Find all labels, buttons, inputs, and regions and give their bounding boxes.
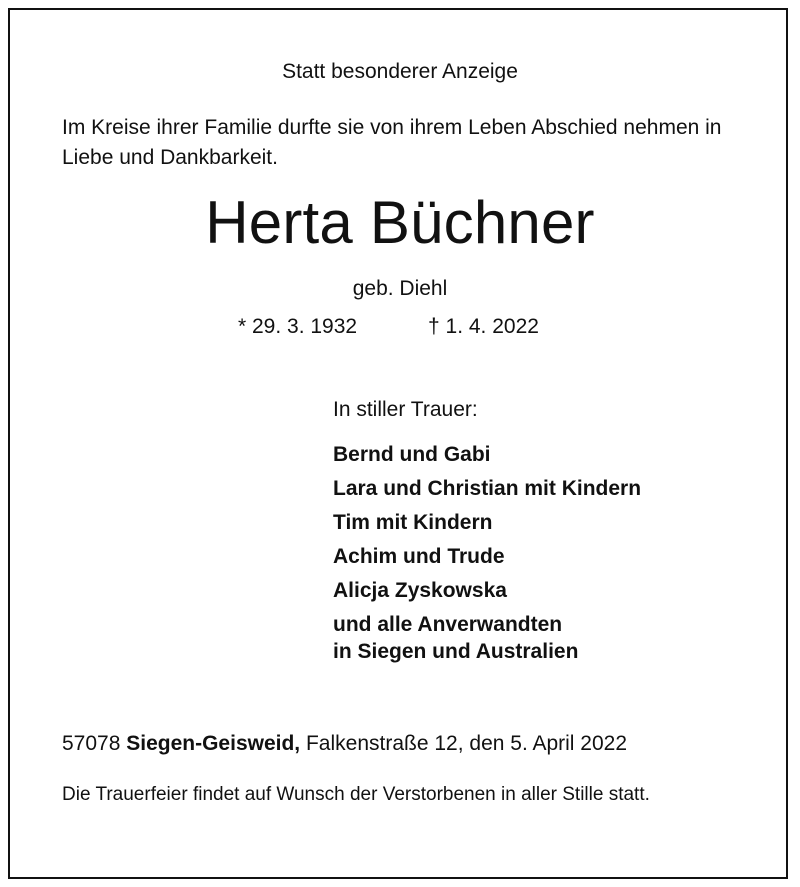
- mourner-closing-line: und alle Anverwandten: [333, 613, 563, 636]
- address-line: [62, 732, 627, 756]
- mourner-entry: Achim und Trude: [333, 545, 505, 568]
- street-and-date: Falkenstraße 12, den 5. April 2022: [305, 732, 628, 755]
- notice-heading: Statt besonderer Anzeige: [282, 60, 518, 83]
- deceased-name: Herta Büchner: [205, 189, 595, 256]
- intro-text: Im Kreise ihrer Familie durfte sie von ihrem Leben Abschied nehmen in Liebe und Dankbarkeit.: [62, 116, 722, 169]
- mourners-label: In stiller Trauer:: [333, 398, 478, 421]
- mourner-entry: Tim mit Kindern: [333, 511, 493, 534]
- mourner-closing-line: in Siegen und Australien: [333, 640, 579, 663]
- postal-code: 57078: [62, 732, 121, 755]
- maiden-name: geb. Diehl: [352, 277, 448, 300]
- city: Siegen-Geisweid,: [126, 732, 301, 755]
- mourners-list: [333, 441, 642, 663]
- funeral-note: Die Trauerfeier findet auf Wunsch der Verstorbenen in aller Stille statt.: [62, 784, 650, 805]
- mourner-closing: [333, 611, 641, 663]
- mourner-entry: Alicja Zyskowska: [333, 579, 507, 602]
- mourner-entry: Bernd und Gabi: [333, 443, 491, 466]
- death-date: † 1. 4. 2022: [428, 315, 539, 338]
- birth-date: * 29. 3. 1932: [238, 315, 358, 338]
- mourner-entry: Lara und Christian mit Kindern: [333, 477, 642, 500]
